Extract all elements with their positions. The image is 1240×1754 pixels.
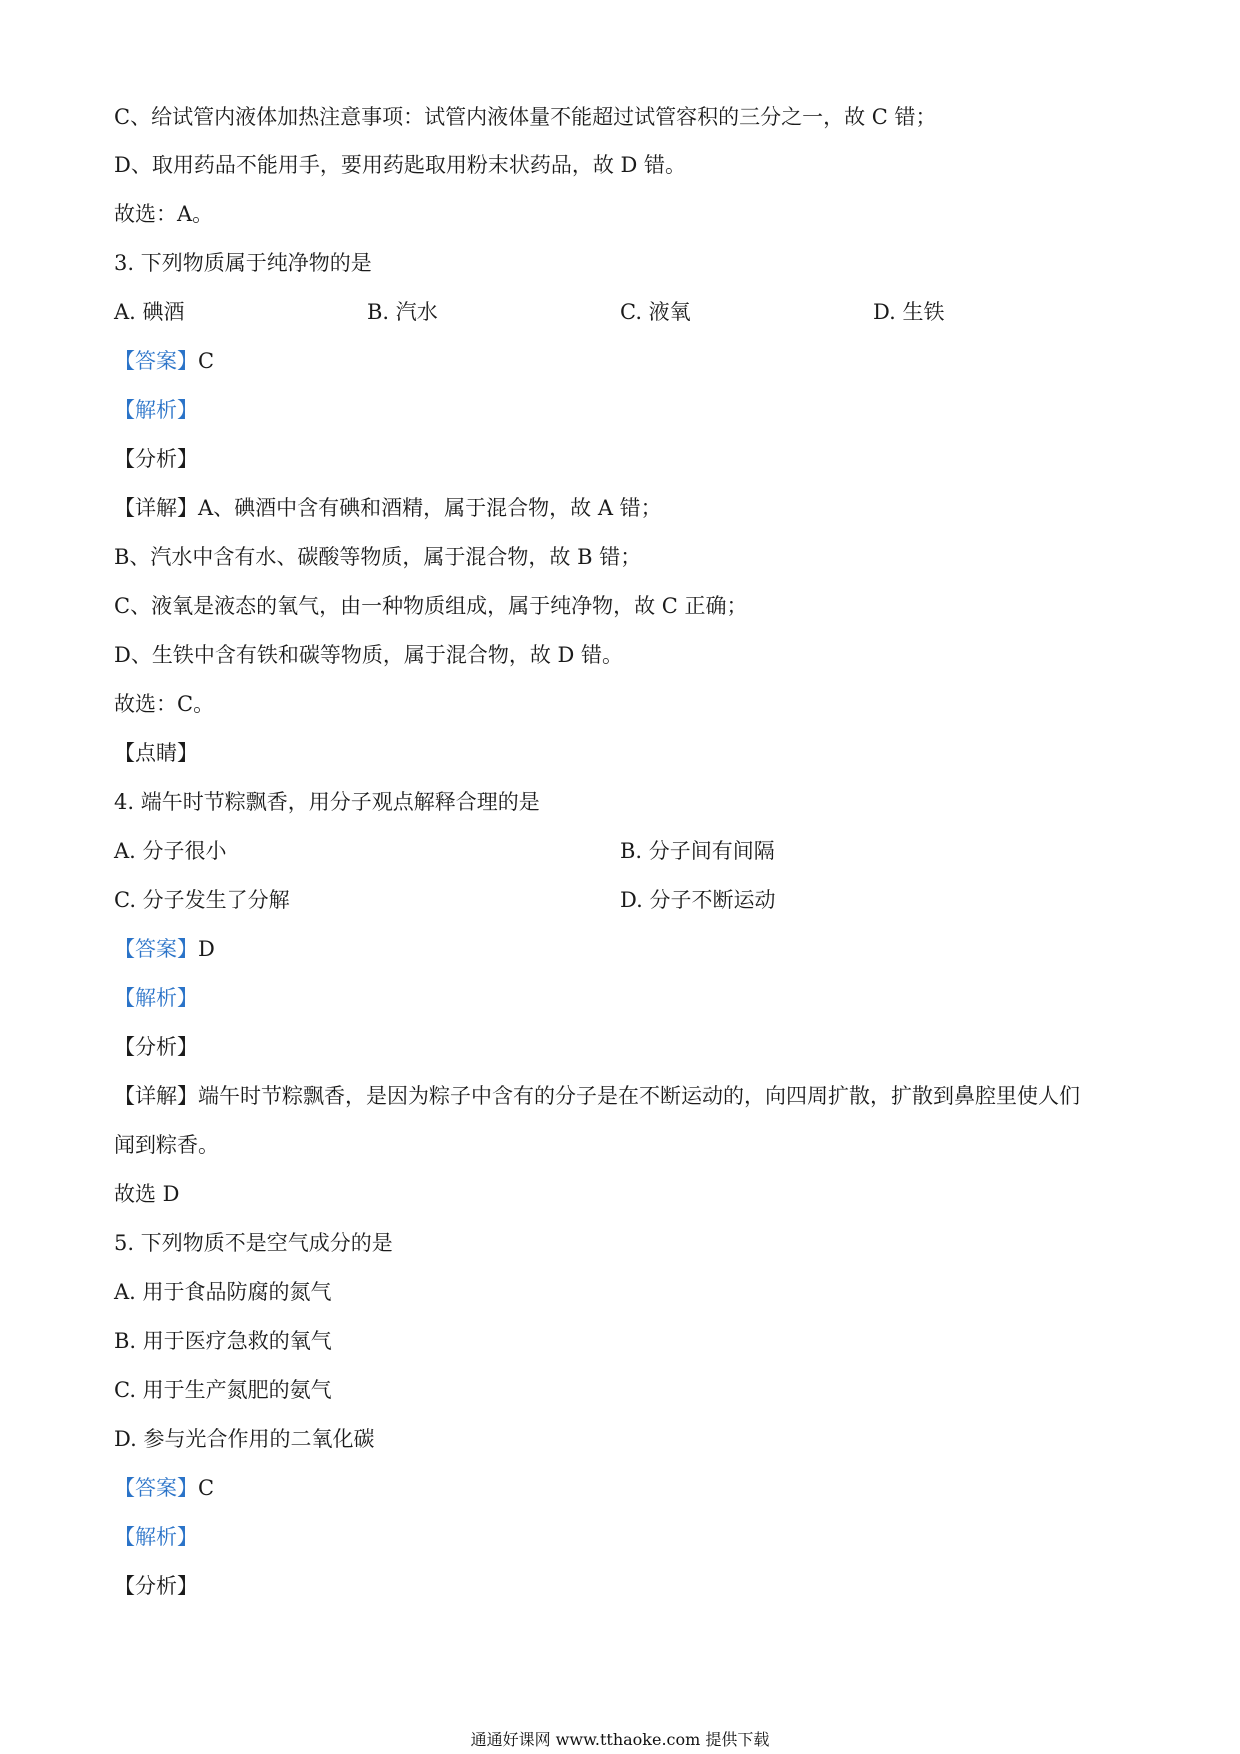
choose-line: 故选：C。 bbox=[114, 692, 215, 716]
analysis-label: 【解析】 bbox=[114, 1525, 198, 1549]
option-b: B. 汽水 bbox=[367, 300, 438, 324]
answer-line bbox=[114, 935, 215, 963]
answer-label: 【答案】 bbox=[114, 349, 198, 373]
question-5-stem: 5. 下列物质不是空气成分的是 bbox=[114, 1231, 393, 1255]
answer-value: D bbox=[198, 937, 215, 961]
detail-text: B、汽水中含有水、碳酸等物质，属于混合物，故 B 错； bbox=[114, 545, 642, 569]
question-3-stem: 3. 下列物质属于纯净物的是 bbox=[114, 251, 372, 275]
detail-text: A、碘酒中含有碘和酒精，属于混合物，故 A 错； bbox=[198, 496, 662, 520]
answer-line bbox=[114, 347, 214, 375]
detail-text: C、液氧是液态的氧气，由一种物质组成，属于纯净物，故 C 正确； bbox=[114, 594, 748, 618]
detail-line bbox=[114, 494, 662, 522]
detail-text: 端午时节粽飘香，是因为粽子中含有的分子是在不断运动的，向四周扩散，扩散到鼻腔里使人们 bbox=[198, 1084, 1080, 1108]
answer-value: C bbox=[198, 349, 215, 373]
option-c: C. 分子发生了分解 bbox=[114, 888, 290, 912]
analysis-label: 【解析】 bbox=[114, 398, 198, 422]
option-d: D. 分子不断运动 bbox=[620, 888, 776, 912]
text-line: 故选：A。 bbox=[114, 202, 214, 226]
option-d: D. 生铁 bbox=[873, 300, 945, 324]
answer-value: C bbox=[198, 1476, 215, 1500]
detail-text: D、生铁中含有铁和碳等物质，属于混合物，故 D 错。 bbox=[114, 643, 624, 667]
fenxi-label: 【分析】 bbox=[114, 447, 198, 471]
fenxi-label: 【分析】 bbox=[114, 1035, 198, 1059]
option-a: A. 分子很小 bbox=[114, 839, 227, 863]
dianjing-label: 【点睛】 bbox=[114, 741, 198, 765]
text-line: D、取用药品不能用手，要用药匙取用粉末状药品，故 D 错。 bbox=[114, 153, 687, 177]
page-footer: 通通好课网 www.tthaoke.com 提供下载 bbox=[470, 1730, 770, 1749]
answer-label: 【答案】 bbox=[114, 937, 198, 961]
option-b: B. 用于医疗急救的氧气 bbox=[114, 1329, 332, 1353]
detail-label: 【详解】 bbox=[114, 496, 198, 520]
choose-line: 故选 D bbox=[114, 1182, 180, 1206]
fenxi-label: 【分析】 bbox=[114, 1574, 198, 1598]
option-c: C. 液氧 bbox=[620, 300, 691, 324]
option-c: C. 用于生产氮肥的氨气 bbox=[114, 1378, 332, 1402]
analysis-label: 【解析】 bbox=[114, 986, 198, 1010]
detail-text: 闻到粽香。 bbox=[114, 1133, 219, 1157]
option-a: A. 用于食品防腐的氮气 bbox=[114, 1280, 332, 1304]
answer-line bbox=[114, 1474, 214, 1502]
text-line: C、给试管内液体加热注意事项：试管内液体量不能超过试管容积的三分之一，故 C 错； bbox=[114, 105, 937, 129]
option-d: D. 参与光合作用的二氧化碳 bbox=[114, 1427, 375, 1451]
question-4-stem: 4. 端午时节粽飘香，用分子观点解释合理的是 bbox=[114, 790, 540, 814]
option-b: B. 分子间有间隔 bbox=[620, 839, 775, 863]
detail-line bbox=[114, 1082, 1080, 1110]
answer-label: 【答案】 bbox=[114, 1476, 198, 1500]
detail-label: 【详解】 bbox=[114, 1084, 198, 1108]
option-a: A. 碘酒 bbox=[114, 300, 185, 324]
